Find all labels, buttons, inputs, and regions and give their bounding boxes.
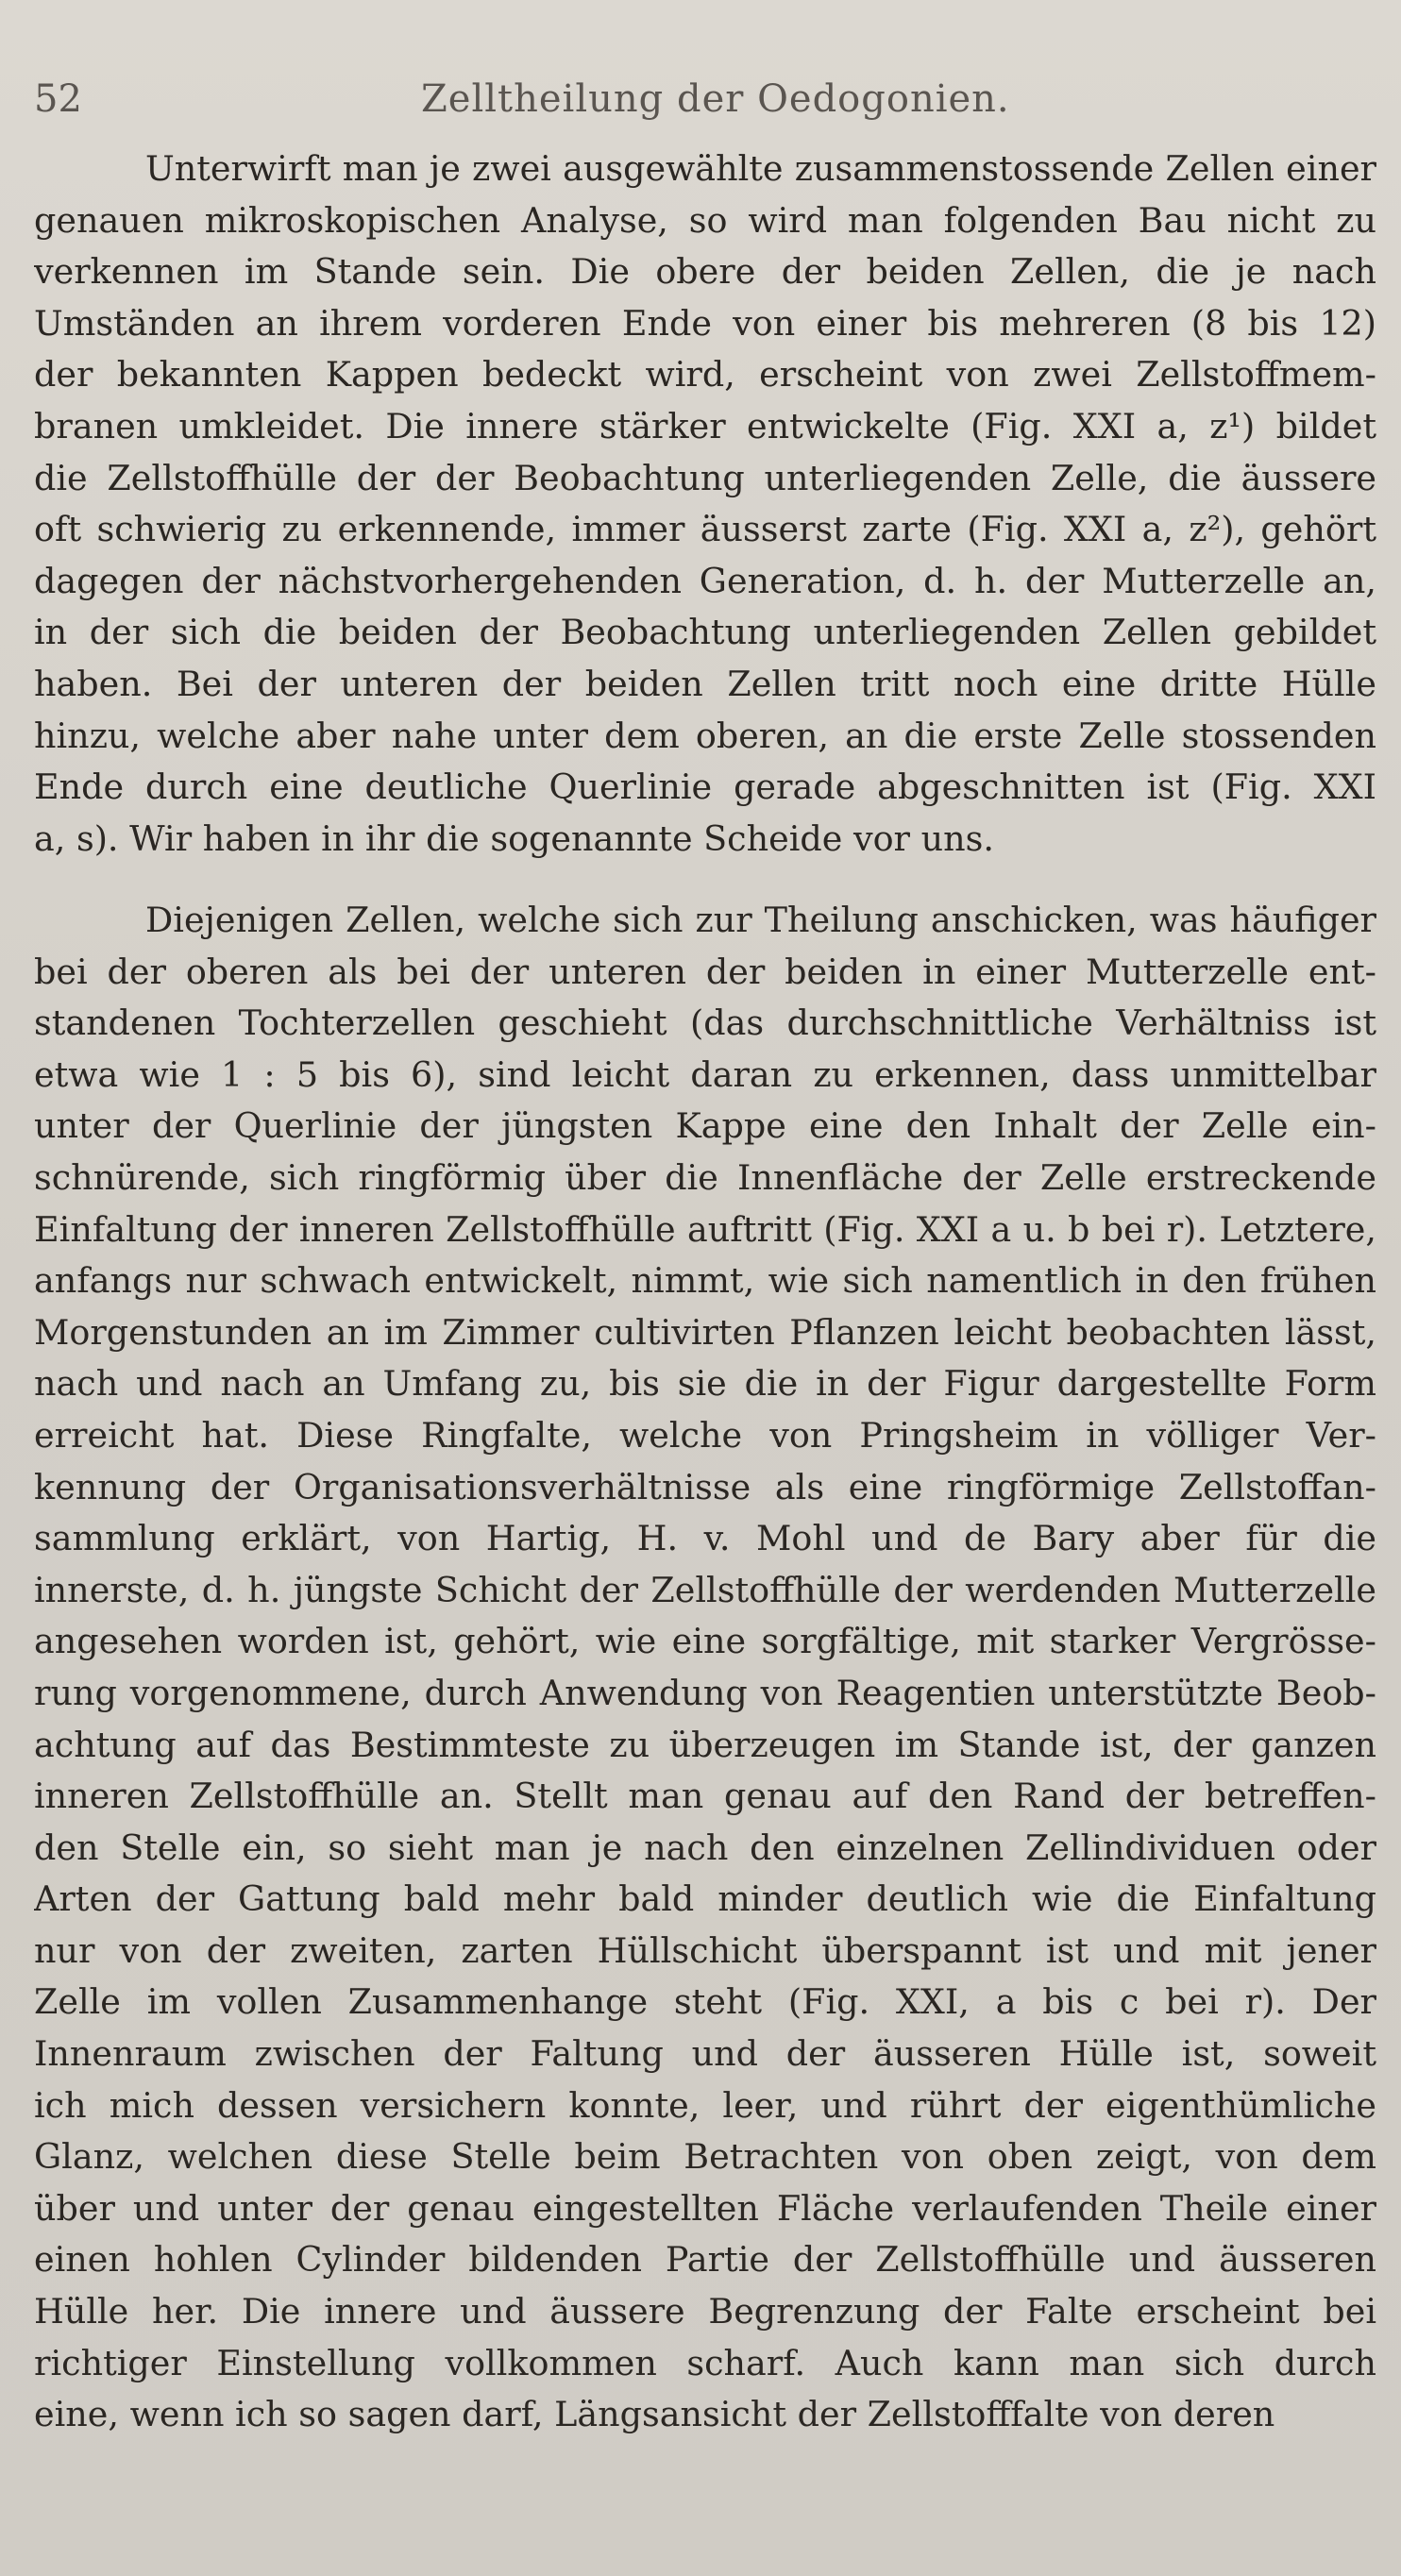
text-line: etwa wie 1 : 5 bis 6), sind leicht daran zu erkennen, dass unmittelbar: [34, 1053, 1376, 1095]
text-line: achtung auf das Bestimmteste zu überzeugen im Stande ist, der ganzen: [34, 1724, 1376, 1765]
text-line: a, s). Wir haben in ihr die sogenannte Scheide vor uns.: [34, 817, 994, 859]
text-line: Einfaltung der inneren Zellstoffhülle auftritt (Fig. XXI a u. b bei r). Letztere,: [34, 1208, 1376, 1250]
text-line: nach und nach an Umfang zu, bis sie die in der Figur dargestellte Form: [34, 1363, 1376, 1405]
text-line: Ende durch eine deutliche Querlinie gerade abgeschnitten ist (Fig. XXI: [34, 766, 1376, 808]
text-line: eine, wenn ich so sagen darf, Längsansicht der Zellstofffalte von deren: [34, 2394, 1275, 2435]
text-line: angesehen worden ist, gehört, wie eine sorgfältige, mit starker Vergrösse-: [34, 1621, 1376, 1662]
text-line: bei der oberen als bei der unteren der beiden in einer Mutterzelle ent-: [34, 951, 1376, 992]
text-line: über und unter der genau eingestellten Fläche verlaufenden Theile einer: [34, 2187, 1376, 2229]
text-line: Arten der Gattung bald mehr bald minder deutlich wie die Einfaltung: [34, 1878, 1376, 1920]
text-line: ich mich dessen versichern konnte, leer, und rührt der eigenthümliche: [34, 2084, 1376, 2126]
text-line: unter der Querlinie der jüngsten Kappe eine den Inhalt der Zelle ein-: [34, 1105, 1376, 1147]
text-line: richtiger Einstellung vollkommen scharf. Auch kann man sich durch: [34, 2342, 1376, 2383]
text-line: Glanz, welchen diese Stelle beim Betrachten von oben zeigt, von dem: [34, 2136, 1376, 2178]
text-line: kennung der Organisationsverhältnisse als eine ringförmige Zellstoffan-: [34, 1466, 1376, 1507]
text-line: Diejenigen Zellen, welche sich zur Theilung anschicken, was häufiger: [145, 900, 1376, 940]
text-line: innerste, d. h. jüngste Schicht der Zellstoffhülle der werdenden Mutterzelle: [34, 1569, 1376, 1610]
text-line: in der sich die beiden der Beobachtung unterliegenden Zellen gebildet: [34, 612, 1376, 653]
paragraph-1: [34, 143, 1376, 865]
text-line: dagegen der nächstvorhergehenden Generation, d. h. der Mutterzelle an,: [34, 560, 1376, 601]
text-line: genauen mikroskopischen Analyse, so wird man folgenden Bau nicht zu: [34, 199, 1376, 241]
text-line: oft schwierig zu erkennende, immer äusserst zarte (Fig. XXI a, z²), gehört: [34, 509, 1376, 550]
running-title: Zelltheilung der Oedogonien.: [421, 77, 1010, 121]
paragraph-2: [34, 895, 1376, 2441]
text-line: erreicht hat. Diese Ringfalte, welche von Pringsheim in völliger Ver-: [34, 1414, 1376, 1456]
text-line: branen umkleidet. Die innere stärker entwickelte (Fig. XXI a, z¹) bildet: [34, 405, 1376, 446]
text-line: verkennen im Stande sein. Die obere der beiden Zellen, die je nach: [34, 251, 1376, 293]
text-line: Morgenstunden an im Zimmer cultivirten Pflanzen leicht beobachten lässt,: [34, 1311, 1376, 1353]
text-line: anfangs nur schwach entwickelt, nimmt, wie sich namentlich in den frühen: [34, 1260, 1376, 1302]
text-line: haben. Bei der unteren der beiden Zellen tritt noch eine dritte Hülle: [34, 663, 1376, 704]
text-line: nur von der zweiten, zarten Hüllschicht überspannt ist und mit jener: [34, 1929, 1376, 1971]
text-line: den Stelle ein, so sieht man je nach den einzelnen Zellindividuen oder: [34, 1827, 1376, 1868]
text-line: Hülle her. Die innere und äussere Begrenzung der Falte erscheint bei: [34, 2291, 1376, 2332]
text-line: Zelle im vollen Zusammenhange steht (Fig. XXI, a bis c bei r). Der: [34, 1981, 1376, 2023]
text-line: der bekannten Kappen bedeckt wird, erscheint von zwei Zellstoffmem-: [34, 354, 1376, 396]
page-number: 52: [34, 77, 82, 121]
text-line: Innenraum zwischen der Faltung und der äusseren Hülle ist, soweit: [34, 2033, 1376, 2075]
text-line: schnürende, sich ringförmig über die Innenfläche der Zelle erstreckende: [34, 1156, 1376, 1198]
text-line: einen hohlen Cylinder bildenden Partie der Zellstoffhülle und äusseren: [34, 2239, 1376, 2281]
text-line: die Zellstoffhülle der der Beobachtung unterliegenden Zelle, die äussere: [34, 457, 1376, 498]
text-line: inneren Zellstoffhülle an. Stellt man genau auf den Rand der betreffen-: [34, 1776, 1376, 1817]
running-header: [34, 77, 1375, 134]
text-line: Unterwirft man je zwei ausgewählte zusammenstossende Zellen einer: [145, 148, 1376, 189]
text-line: rung vorgenommene, durch Anwendung von Reagentien unterstützte Beob-: [34, 1672, 1376, 1713]
text-line: hinzu, welche aber nahe unter dem oberen, an die erste Zelle stossenden: [34, 715, 1376, 756]
text-line: Umständen an ihrem vorderen Ende von einer bis mehreren (8 bis 12): [34, 302, 1376, 344]
text-line: standenen Tochterzellen geschieht (das durchschnittliche Verhältniss ist: [34, 1002, 1376, 1044]
text-line: sammlung erklärt, von Hartig, H. v. Mohl und de Bary aber für die: [34, 1518, 1376, 1559]
